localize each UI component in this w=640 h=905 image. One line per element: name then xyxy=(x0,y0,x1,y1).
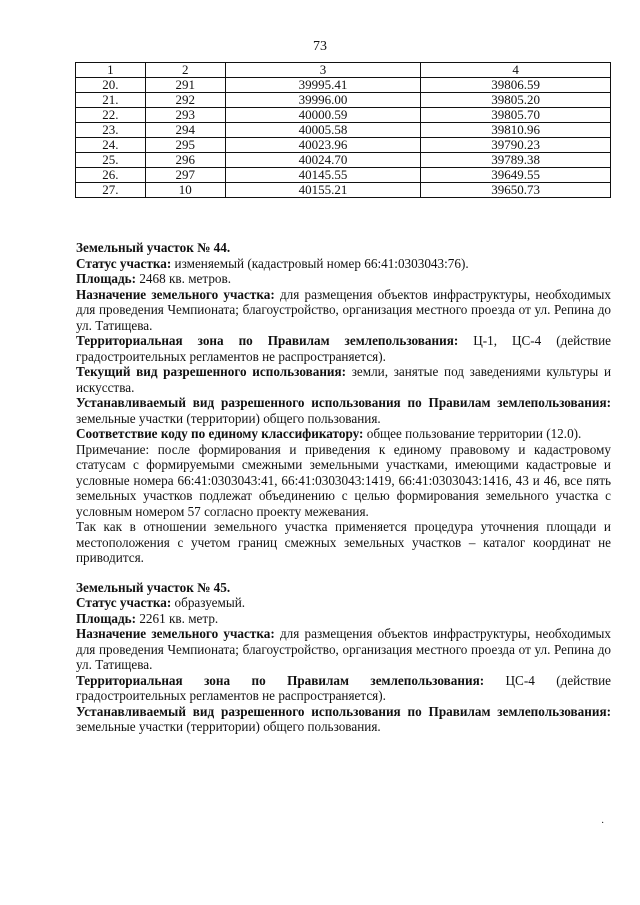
plot-45-status: Статус участка: образуемый. xyxy=(76,595,246,610)
table-row xyxy=(76,138,611,153)
table-cell: 26. xyxy=(76,168,146,183)
table-cell: 39995.41 xyxy=(225,78,421,93)
table-row xyxy=(76,108,611,123)
table-cell: 296 xyxy=(145,153,225,168)
table-cell: 39805.20 xyxy=(421,93,611,108)
coordinates-table-body xyxy=(76,63,611,198)
plot-44-classifier: Соответствие коду по единому классификатору: общее пользование территории (12.0). xyxy=(76,426,582,441)
plot-45-allowed-use: Устанавливаемый вид разрешенного использования по Правилам землепользования: земельные участки (территории) общего пользования. xyxy=(76,703,611,734)
header-cell: 4 xyxy=(421,63,611,78)
table-row xyxy=(76,123,611,138)
plot-45-area: Площадь: 2261 кв. метр. xyxy=(76,610,219,626)
table-cell: 22. xyxy=(76,108,146,123)
scan-speck: · xyxy=(601,818,605,829)
header-cell: 2 xyxy=(145,63,225,78)
table-cell: 291 xyxy=(145,78,225,93)
table-header-row xyxy=(76,63,611,78)
coordinates-table xyxy=(75,62,611,198)
table-cell: 25. xyxy=(76,153,146,168)
header-cell: 1 xyxy=(76,63,146,78)
plot-44-note: Примечание: после формирования и приведения к единому правовому и кадастровому статусам с формируемыми смежными земельными участками, имеющими кадастровые и условные номера 66:41:0303043:41, 66:41:0303043:1419, 66:41:0303043:1416, 43 и 46, все пять земельных участков подлежат объединению с целью формирования земельного участка с условным номером 57 согласно проекту межевания. xyxy=(76,441,611,519)
table-cell: 39806.59 xyxy=(421,78,611,93)
plot-44-purpose: Назначение земельного участка: для размещения объектов инфраструктуры, необходимых для проведения Чемпионата; благоустройство, организация местного проезда от ул. Репина до ул. Татищева. xyxy=(76,286,611,333)
plot-44-title: Земельный участок № 44. xyxy=(76,240,231,255)
table-cell: 39805.70 xyxy=(421,108,611,123)
page-number: 73 xyxy=(313,39,327,54)
table-cell: 21. xyxy=(76,93,146,108)
table-cell: 292 xyxy=(145,93,225,108)
table-cell: 39790.23 xyxy=(421,138,611,153)
table-cell: 40000.59 xyxy=(225,108,421,123)
table-cell: 40155.21 xyxy=(225,183,421,198)
table-cell: 24. xyxy=(76,138,146,153)
table-row xyxy=(76,183,611,198)
plot-44-current-use: Текущий вид разрешенного использования: земли, занятые под заведениями культуры и искусства. xyxy=(76,364,611,395)
header-cell: 3 xyxy=(225,63,421,78)
table-cell: 27. xyxy=(76,183,146,198)
table-cell: 295 xyxy=(145,138,225,153)
plot-45-title: Земельный участок № 45. xyxy=(76,579,231,595)
table-cell: 39650.73 xyxy=(421,183,611,198)
table-cell: 39789.38 xyxy=(421,153,611,168)
table-cell: 23. xyxy=(76,123,146,138)
table-cell: 40023.96 xyxy=(225,138,421,153)
table-cell: 297 xyxy=(145,168,225,183)
table-row xyxy=(76,78,611,93)
plot-44-zone: Территориальная зона по Правилам землепользования: Ц-1, ЦС-4 (действие градостроительных регламентов не распространяется). xyxy=(76,333,611,364)
plot-44-area: Площадь: 2468 кв. метров. xyxy=(76,271,232,286)
plot-44-refinement: Так как в отношении земельного участка применяется процедура уточнения площади и местоположения с учетом границ смежных земельных участков – каталог координат не приводится. xyxy=(76,519,611,565)
table-row xyxy=(76,153,611,168)
table-cell: 40145.55 xyxy=(225,168,421,183)
table-cell: 20. xyxy=(76,78,146,93)
table-cell: 293 xyxy=(145,108,225,123)
table-cell: 39649.55 xyxy=(421,168,611,183)
table-cell: 294 xyxy=(145,123,225,138)
plot-44-status: Статус участка: изменяемый (кадастровый номер 66:41:0303043:76). xyxy=(76,255,469,271)
plot-44-section xyxy=(76,240,611,735)
table-cell: 39810.96 xyxy=(421,123,611,138)
table-cell: 40024.70 xyxy=(225,153,421,168)
table-cell: 39996.00 xyxy=(225,93,421,108)
table-row xyxy=(76,168,611,183)
plot-45-zone: Территориальная зона по Правилам землепользования: ЦС-4 (действие градостроительных регламентов не распространяется). xyxy=(76,672,611,703)
table-cell: 10 xyxy=(145,183,225,198)
table-cell: 40005.58 xyxy=(225,123,421,138)
table-row xyxy=(76,93,611,108)
plot-44-allowed-use: Устанавливаемый вид разрешенного использования по Правилам землепользования: земельные участки (территории) общего пользования. xyxy=(76,395,611,426)
plot-45-purpose: Назначение земельного участка: для размещения объектов инфраструктуры, необходимых для проведения Чемпионата; благоустройство, организация местного проезда от ул. Репина до ул. Татищева. xyxy=(76,626,611,672)
